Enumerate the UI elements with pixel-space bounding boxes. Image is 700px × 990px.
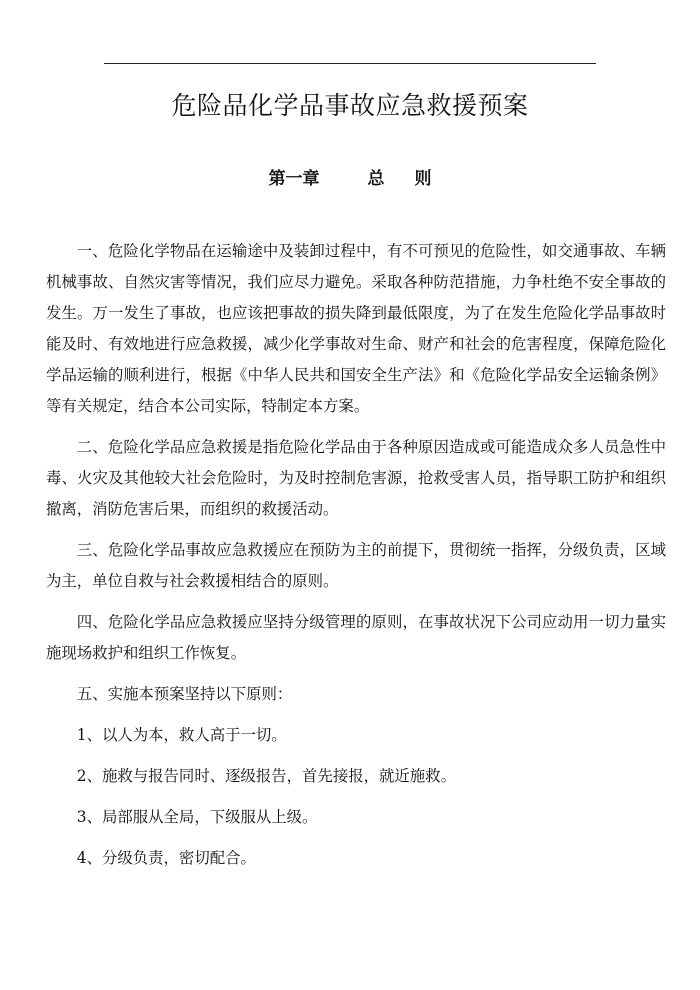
- principle-item-2: 2、施救与报告同时、逐级报告，首先接报，就近施救。: [76, 767, 456, 785]
- principle-item-4: 4、分级负责，密切配合。: [76, 849, 256, 867]
- paragraph-1: 一、危险化学物品在运输途中及装卸过程中，有不可预见的危险性，如交通事故、车辆机械事故、自然灾害等情况，我们应尽力避免。采取各种防范措施，力争杜绝不安全事故的发生。万一发生了事故，也应该把事故的损失降到最低限度，为了在发生危险化学品事故时能及时、有效地进行应急救援，减少化学事故对生命、财产和社会的危害程度，保障危险化学品运输的顺利进行，根据《中华人民共和国安全生产法》和《危险化学品安全运输条例》等有关规定，结合本公司实际，特制定本方案。: [46, 242, 666, 415]
- principle-item-1: 1、以人为本，救人高于一切。: [76, 726, 287, 744]
- paragraph-3: 三、危险化学品事故应急救援应在预防为主的前提下，贯彻统一指挥，分级负责，区域为主，单位自救与社会救援相结合的原则。: [46, 541, 666, 590]
- paragraph-4: 四、危险化学品应急救援应坚持分级管理的原则，在事故状况下公司应动用一切力量实施现场救护和组织工作恢复。: [46, 613, 666, 662]
- paragraph-2: 二、危险化学品应急救援是指危险化学品由于各种原因造成或可能造成众多人员急性中毒、火灾及其他较大社会危险时，为及时控制危害源，抢救受害人员，指导职工防护和组织撤离，消防危害后果，而组织的救援活动。: [46, 438, 666, 518]
- chapter-title-char-1: 总: [367, 169, 385, 189]
- header-rule: [104, 63, 596, 64]
- chapter-title-char-2: 则: [414, 169, 432, 189]
- document-body: [46, 236, 666, 874]
- document-title: 危险品化学品事故应急救援预案: [171, 91, 529, 120]
- principle-item-3: 3、局部服从全局，下级服从上级。: [76, 808, 318, 826]
- chapter-heading: [0, 164, 700, 189]
- paragraph-5: 五、实施本预案坚持以下原则：: [76, 685, 293, 703]
- chapter-number: 第一章: [268, 169, 320, 189]
